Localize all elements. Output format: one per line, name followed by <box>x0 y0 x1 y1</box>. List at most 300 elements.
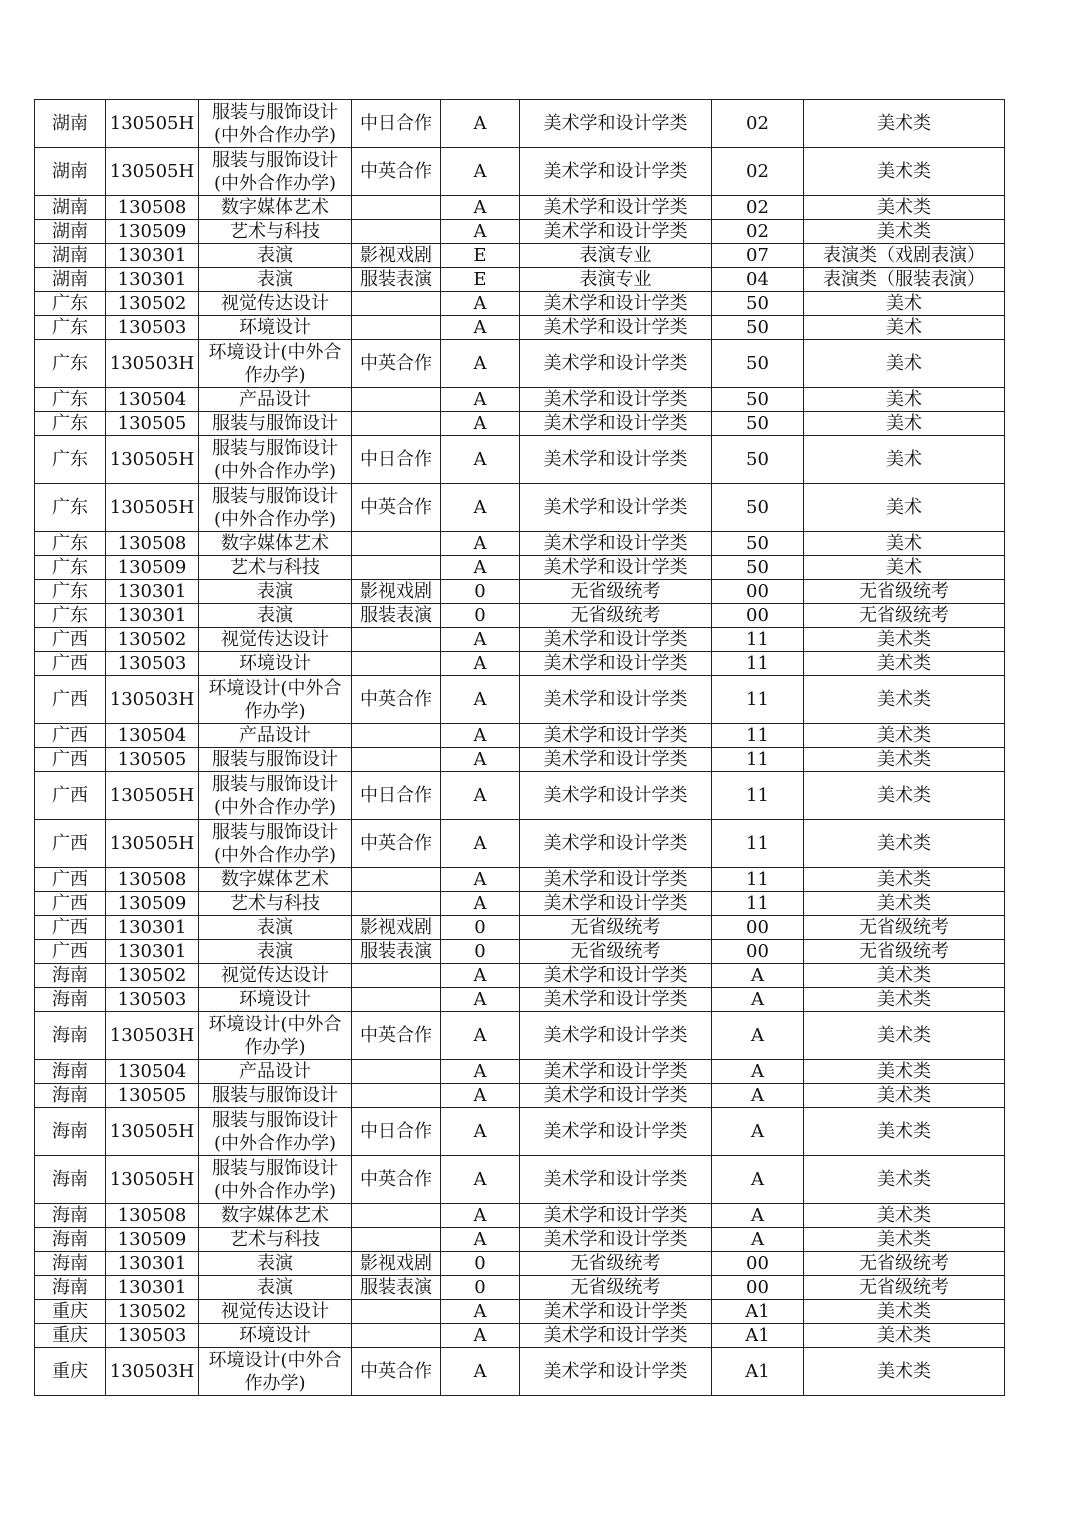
exam-code-cell: 11 <box>712 628 804 652</box>
exam-category-cell: 美术学和设计学类 <box>520 556 712 580</box>
major-code-cell: 130503 <box>106 1324 199 1348</box>
exam-type-cell: 无省级统考 <box>804 940 1005 964</box>
cooperation-cell: 中英合作 <box>352 1012 441 1060</box>
category-code-cell: A <box>441 340 520 388</box>
table-row <box>35 748 1005 772</box>
major-name-cell: 服装与服饰设计 <box>199 412 352 436</box>
province-cell: 海南 <box>35 1060 106 1084</box>
exam-code-cell: 00 <box>712 940 804 964</box>
exam-category-cell: 无省级统考 <box>520 940 712 964</box>
exam-code-cell: A <box>712 1156 804 1204</box>
exam-code-cell: A <box>712 1012 804 1060</box>
exam-category-cell: 美术学和设计学类 <box>520 484 712 532</box>
table-row <box>35 1084 1005 1108</box>
exam-code-cell: 04 <box>712 268 804 292</box>
major-code-cell: 130502 <box>106 628 199 652</box>
table-row <box>35 148 1005 196</box>
exam-code-cell: A <box>712 1108 804 1156</box>
exam-type-cell: 美术类 <box>804 1012 1005 1060</box>
category-code-cell: A <box>441 1324 520 1348</box>
province-cell: 海南 <box>35 1228 106 1252</box>
exam-type-cell: 美术类 <box>804 1348 1005 1396</box>
exam-code-cell: 11 <box>712 748 804 772</box>
province-cell: 海南 <box>35 1276 106 1300</box>
cooperation-cell <box>352 220 441 244</box>
table-row <box>35 268 1005 292</box>
table-row <box>35 1012 1005 1060</box>
major-name-cell: 环境设计(中外合作办学) <box>199 676 352 724</box>
exam-category-cell: 美术学和设计学类 <box>520 820 712 868</box>
category-code-cell: A <box>441 316 520 340</box>
major-code-cell: 130301 <box>106 1252 199 1276</box>
province-cell: 广东 <box>35 532 106 556</box>
exam-type-cell: 美术类 <box>804 1300 1005 1324</box>
exam-type-cell: 美术类 <box>804 820 1005 868</box>
cooperation-cell <box>352 316 441 340</box>
exam-code-cell: A1 <box>712 1348 804 1396</box>
exam-code-cell: 00 <box>712 580 804 604</box>
category-code-cell: 0 <box>441 580 520 604</box>
province-cell: 广西 <box>35 748 106 772</box>
major-code-cell: 130503H <box>106 340 199 388</box>
major-code-cell: 130505H <box>106 820 199 868</box>
category-code-cell: A <box>441 484 520 532</box>
major-name-cell: 产品设计 <box>199 388 352 412</box>
exam-category-cell: 美术学和设计学类 <box>520 868 712 892</box>
exam-category-cell: 美术学和设计学类 <box>520 412 712 436</box>
table-row <box>35 1228 1005 1252</box>
table-row <box>35 340 1005 388</box>
table-row <box>35 532 1005 556</box>
cooperation-cell <box>352 1300 441 1324</box>
major-name-cell: 服装与服饰设计(中外合作办学) <box>199 100 352 148</box>
exam-type-cell: 美术类 <box>804 1108 1005 1156</box>
exam-code-cell: 50 <box>712 412 804 436</box>
major-name-cell: 表演 <box>199 580 352 604</box>
major-code-cell: 130509 <box>106 556 199 580</box>
exam-type-cell: 表演类（戏剧表演） <box>804 244 1005 268</box>
major-name-cell: 表演 <box>199 916 352 940</box>
category-code-cell: 0 <box>441 916 520 940</box>
major-code-cell: 130508 <box>106 868 199 892</box>
category-code-cell: A <box>441 532 520 556</box>
table-row <box>35 868 1005 892</box>
table-row <box>35 964 1005 988</box>
province-cell: 广西 <box>35 820 106 868</box>
exam-category-cell: 美术学和设计学类 <box>520 1204 712 1228</box>
cooperation-cell <box>352 964 441 988</box>
exam-type-cell: 无省级统考 <box>804 604 1005 628</box>
category-code-cell: A <box>441 772 520 820</box>
exam-type-cell: 美术类 <box>804 892 1005 916</box>
table-row <box>35 652 1005 676</box>
major-code-cell: 130502 <box>106 1300 199 1324</box>
exam-category-cell: 美术学和设计学类 <box>520 1108 712 1156</box>
cooperation-cell: 服装表演 <box>352 940 441 964</box>
major-name-cell: 艺术与科技 <box>199 1228 352 1252</box>
major-name-cell: 视觉传达设计 <box>199 1300 352 1324</box>
table-row <box>35 316 1005 340</box>
exam-category-cell: 美术学和设计学类 <box>520 1228 712 1252</box>
province-cell: 湖南 <box>35 220 106 244</box>
exam-type-cell: 无省级统考 <box>804 1276 1005 1300</box>
major-code-cell: 130504 <box>106 724 199 748</box>
table-row <box>35 628 1005 652</box>
exam-category-cell: 美术学和设计学类 <box>520 292 712 316</box>
major-code-cell: 130502 <box>106 292 199 316</box>
category-code-cell: A <box>441 388 520 412</box>
province-cell: 海南 <box>35 964 106 988</box>
exam-code-cell: 11 <box>712 724 804 748</box>
major-name-cell: 视觉传达设计 <box>199 292 352 316</box>
category-code-cell: A <box>441 1348 520 1396</box>
cooperation-cell <box>352 388 441 412</box>
exam-type-cell: 美术 <box>804 316 1005 340</box>
exam-code-cell: 11 <box>712 772 804 820</box>
province-cell: 湖南 <box>35 148 106 196</box>
exam-category-cell: 美术学和设计学类 <box>520 652 712 676</box>
exam-type-cell: 美术类 <box>804 1084 1005 1108</box>
province-cell: 广东 <box>35 436 106 484</box>
cooperation-cell <box>352 652 441 676</box>
category-code-cell: A <box>441 892 520 916</box>
category-code-cell: A <box>441 724 520 748</box>
category-code-cell: A <box>441 988 520 1012</box>
major-code-cell: 130503H <box>106 676 199 724</box>
province-cell: 广西 <box>35 940 106 964</box>
exam-type-cell: 美术 <box>804 340 1005 388</box>
cooperation-cell: 服装表演 <box>352 1276 441 1300</box>
table-row <box>35 1108 1005 1156</box>
admissions-table <box>34 99 1005 1396</box>
category-code-cell: A <box>441 292 520 316</box>
major-name-cell: 环境设计(中外合作办学) <box>199 1348 352 1396</box>
table-row <box>35 1300 1005 1324</box>
exam-type-cell: 美术类 <box>804 868 1005 892</box>
exam-category-cell: 美术学和设计学类 <box>520 148 712 196</box>
major-name-cell: 视觉传达设计 <box>199 964 352 988</box>
cooperation-cell: 影视戏剧 <box>352 1252 441 1276</box>
table-row <box>35 1204 1005 1228</box>
major-code-cell: 130503 <box>106 316 199 340</box>
exam-category-cell: 表演专业 <box>520 268 712 292</box>
exam-code-cell: A <box>712 988 804 1012</box>
cooperation-cell: 中英合作 <box>352 340 441 388</box>
exam-type-cell: 美术类 <box>804 628 1005 652</box>
category-code-cell: A <box>441 1108 520 1156</box>
cooperation-cell <box>352 1228 441 1252</box>
major-name-cell: 服装与服饰设计 <box>199 748 352 772</box>
major-code-cell: 130301 <box>106 604 199 628</box>
province-cell: 海南 <box>35 1252 106 1276</box>
exam-type-cell: 美术类 <box>804 676 1005 724</box>
cooperation-cell <box>352 628 441 652</box>
table-row <box>35 196 1005 220</box>
major-code-cell: 130503H <box>106 1012 199 1060</box>
cooperation-cell <box>352 196 441 220</box>
major-name-cell: 表演 <box>199 244 352 268</box>
exam-code-cell: 50 <box>712 388 804 412</box>
exam-type-cell: 美术类 <box>804 196 1005 220</box>
exam-type-cell: 美术类 <box>804 652 1005 676</box>
exam-category-cell: 美术学和设计学类 <box>520 628 712 652</box>
exam-type-cell: 无省级统考 <box>804 580 1005 604</box>
exam-code-cell: 00 <box>712 1252 804 1276</box>
province-cell: 广西 <box>35 724 106 748</box>
table-row <box>35 940 1005 964</box>
table-row <box>35 412 1005 436</box>
exam-category-cell: 美术学和设计学类 <box>520 340 712 388</box>
cooperation-cell: 中英合作 <box>352 1156 441 1204</box>
table-row <box>35 436 1005 484</box>
category-code-cell: 0 <box>441 604 520 628</box>
exam-code-cell: 02 <box>712 220 804 244</box>
exam-code-cell: A <box>712 1084 804 1108</box>
major-code-cell: 130301 <box>106 580 199 604</box>
major-name-cell: 服装与服饰设计(中外合作办学) <box>199 436 352 484</box>
major-code-cell: 130505H <box>106 1108 199 1156</box>
exam-type-cell: 美术类 <box>804 1228 1005 1252</box>
major-name-cell: 表演 <box>199 268 352 292</box>
category-code-cell: A <box>441 1204 520 1228</box>
exam-category-cell: 美术学和设计学类 <box>520 1324 712 1348</box>
category-code-cell: A <box>441 1156 520 1204</box>
table-row <box>35 388 1005 412</box>
table-row <box>35 820 1005 868</box>
cooperation-cell: 中日合作 <box>352 1108 441 1156</box>
category-code-cell: A <box>441 1300 520 1324</box>
province-cell: 广东 <box>35 604 106 628</box>
province-cell: 广西 <box>35 916 106 940</box>
major-code-cell: 130509 <box>106 1228 199 1252</box>
exam-code-cell: 50 <box>712 436 804 484</box>
major-code-cell: 130504 <box>106 388 199 412</box>
exam-type-cell: 美术类 <box>804 772 1005 820</box>
category-code-cell: A <box>441 652 520 676</box>
exam-type-cell: 美术 <box>804 532 1005 556</box>
province-cell: 湖南 <box>35 268 106 292</box>
cooperation-cell <box>352 556 441 580</box>
major-code-cell: 130505 <box>106 748 199 772</box>
major-code-cell: 130508 <box>106 196 199 220</box>
exam-category-cell: 美术学和设计学类 <box>520 100 712 148</box>
exam-category-cell: 美术学和设计学类 <box>520 964 712 988</box>
exam-code-cell: 00 <box>712 1276 804 1300</box>
table-row <box>35 1324 1005 1348</box>
table-row <box>35 484 1005 532</box>
table-row <box>35 892 1005 916</box>
province-cell: 海南 <box>35 1012 106 1060</box>
exam-category-cell: 美术学和设计学类 <box>520 388 712 412</box>
category-code-cell: A <box>441 196 520 220</box>
exam-code-cell: 11 <box>712 652 804 676</box>
cooperation-cell: 中英合作 <box>352 820 441 868</box>
major-code-cell: 130505 <box>106 412 199 436</box>
exam-type-cell: 美术类 <box>804 988 1005 1012</box>
exam-code-cell: 00 <box>712 604 804 628</box>
major-code-cell: 130301 <box>106 1276 199 1300</box>
exam-code-cell: 07 <box>712 244 804 268</box>
cooperation-cell <box>352 1324 441 1348</box>
exam-type-cell: 美术类 <box>804 724 1005 748</box>
exam-code-cell: 50 <box>712 292 804 316</box>
major-name-cell: 环境设计 <box>199 988 352 1012</box>
major-name-cell: 服装与服饰设计(中外合作办学) <box>199 484 352 532</box>
province-cell: 湖南 <box>35 244 106 268</box>
table-row <box>35 1060 1005 1084</box>
major-code-cell: 130503 <box>106 988 199 1012</box>
exam-code-cell: 00 <box>712 916 804 940</box>
major-name-cell: 数字媒体艺术 <box>199 1204 352 1228</box>
cooperation-cell <box>352 988 441 1012</box>
exam-category-cell: 美术学和设计学类 <box>520 1300 712 1324</box>
exam-category-cell: 无省级统考 <box>520 916 712 940</box>
major-name-cell: 数字媒体艺术 <box>199 532 352 556</box>
major-name-cell: 表演 <box>199 940 352 964</box>
exam-code-cell: 50 <box>712 532 804 556</box>
province-cell: 重庆 <box>35 1348 106 1396</box>
category-code-cell: A <box>441 964 520 988</box>
major-name-cell: 表演 <box>199 1276 352 1300</box>
cooperation-cell <box>352 748 441 772</box>
table-row <box>35 724 1005 748</box>
category-code-cell: A <box>441 148 520 196</box>
exam-type-cell: 美术类 <box>804 1060 1005 1084</box>
exam-type-cell: 美术 <box>804 556 1005 580</box>
cooperation-cell <box>352 1204 441 1228</box>
table-row <box>35 1276 1005 1300</box>
exam-category-cell: 美术学和设计学类 <box>520 724 712 748</box>
major-code-cell: 130509 <box>106 892 199 916</box>
exam-category-cell: 无省级统考 <box>520 1252 712 1276</box>
province-cell: 海南 <box>35 1156 106 1204</box>
major-name-cell: 数字媒体艺术 <box>199 868 352 892</box>
category-code-cell: A <box>441 1084 520 1108</box>
major-code-cell: 130301 <box>106 916 199 940</box>
category-code-cell: A <box>441 220 520 244</box>
exam-category-cell: 美术学和设计学类 <box>520 196 712 220</box>
major-name-cell: 服装与服饰设计 <box>199 1084 352 1108</box>
table-row <box>35 1348 1005 1396</box>
cooperation-cell: 中英合作 <box>352 148 441 196</box>
table-row <box>35 988 1005 1012</box>
province-cell: 广东 <box>35 340 106 388</box>
exam-code-cell: A <box>712 964 804 988</box>
table-row <box>35 292 1005 316</box>
exam-type-cell: 美术类 <box>804 1324 1005 1348</box>
province-cell: 广东 <box>35 316 106 340</box>
exam-code-cell: A <box>712 1228 804 1252</box>
province-cell: 广东 <box>35 484 106 532</box>
category-code-cell: A <box>441 1228 520 1252</box>
exam-code-cell: 02 <box>712 100 804 148</box>
cooperation-cell <box>352 892 441 916</box>
exam-category-cell: 美术学和设计学类 <box>520 1060 712 1084</box>
exam-type-cell: 美术 <box>804 436 1005 484</box>
major-name-cell: 视觉传达设计 <box>199 628 352 652</box>
major-code-cell: 130504 <box>106 1060 199 1084</box>
major-code-cell: 130502 <box>106 964 199 988</box>
province-cell: 广东 <box>35 412 106 436</box>
cooperation-cell: 中日合作 <box>352 100 441 148</box>
major-code-cell: 130505H <box>106 148 199 196</box>
category-code-cell: A <box>441 1060 520 1084</box>
province-cell: 广西 <box>35 652 106 676</box>
cooperation-cell <box>352 1084 441 1108</box>
major-code-cell: 130505H <box>106 772 199 820</box>
major-name-cell: 艺术与科技 <box>199 556 352 580</box>
category-code-cell: A <box>441 748 520 772</box>
category-code-cell: A <box>441 412 520 436</box>
exam-category-cell: 美术学和设计学类 <box>520 436 712 484</box>
exam-type-cell: 表演类（服装表演） <box>804 268 1005 292</box>
cooperation-cell <box>352 292 441 316</box>
cooperation-cell: 中英合作 <box>352 676 441 724</box>
major-code-cell: 130509 <box>106 220 199 244</box>
table-row <box>35 220 1005 244</box>
exam-category-cell: 美术学和设计学类 <box>520 220 712 244</box>
exam-type-cell: 美术类 <box>804 148 1005 196</box>
major-code-cell: 130301 <box>106 940 199 964</box>
exam-code-cell: 50 <box>712 484 804 532</box>
table-row <box>35 1156 1005 1204</box>
exam-code-cell: 11 <box>712 676 804 724</box>
major-code-cell: 130508 <box>106 532 199 556</box>
table-row <box>35 244 1005 268</box>
major-name-cell: 艺术与科技 <box>199 892 352 916</box>
exam-category-cell: 美术学和设计学类 <box>520 772 712 820</box>
major-code-cell: 130505 <box>106 1084 199 1108</box>
category-code-cell: E <box>441 268 520 292</box>
major-name-cell: 服装与服饰设计(中外合作办学) <box>199 772 352 820</box>
province-cell: 海南 <box>35 1108 106 1156</box>
exam-category-cell: 无省级统考 <box>520 580 712 604</box>
province-cell: 广东 <box>35 580 106 604</box>
major-name-cell: 产品设计 <box>199 1060 352 1084</box>
province-cell: 广东 <box>35 292 106 316</box>
major-code-cell: 130505H <box>106 436 199 484</box>
exam-category-cell: 美术学和设计学类 <box>520 316 712 340</box>
exam-type-cell: 美术 <box>804 292 1005 316</box>
cooperation-cell: 影视戏剧 <box>352 244 441 268</box>
province-cell: 广东 <box>35 388 106 412</box>
exam-category-cell: 无省级统考 <box>520 1276 712 1300</box>
major-code-cell: 130503H <box>106 1348 199 1396</box>
exam-code-cell: 11 <box>712 892 804 916</box>
category-code-cell: A <box>441 676 520 724</box>
cooperation-cell <box>352 412 441 436</box>
major-name-cell: 表演 <box>199 604 352 628</box>
province-cell: 湖南 <box>35 100 106 148</box>
category-code-cell: 0 <box>441 940 520 964</box>
exam-type-cell: 美术类 <box>804 748 1005 772</box>
cooperation-cell: 服装表演 <box>352 604 441 628</box>
exam-category-cell: 美术学和设计学类 <box>520 1084 712 1108</box>
exam-code-cell: 50 <box>712 316 804 340</box>
exam-category-cell: 美术学和设计学类 <box>520 676 712 724</box>
major-code-cell: 130505H <box>106 100 199 148</box>
exam-category-cell: 美术学和设计学类 <box>520 1156 712 1204</box>
exam-code-cell: A1 <box>712 1324 804 1348</box>
cooperation-cell <box>352 724 441 748</box>
major-code-cell: 130503 <box>106 652 199 676</box>
major-code-cell: 130301 <box>106 268 199 292</box>
exam-type-cell: 美术类 <box>804 100 1005 148</box>
category-code-cell: A <box>441 820 520 868</box>
table-body <box>35 100 1005 1396</box>
major-name-cell: 艺术与科技 <box>199 220 352 244</box>
province-cell: 重庆 <box>35 1300 106 1324</box>
